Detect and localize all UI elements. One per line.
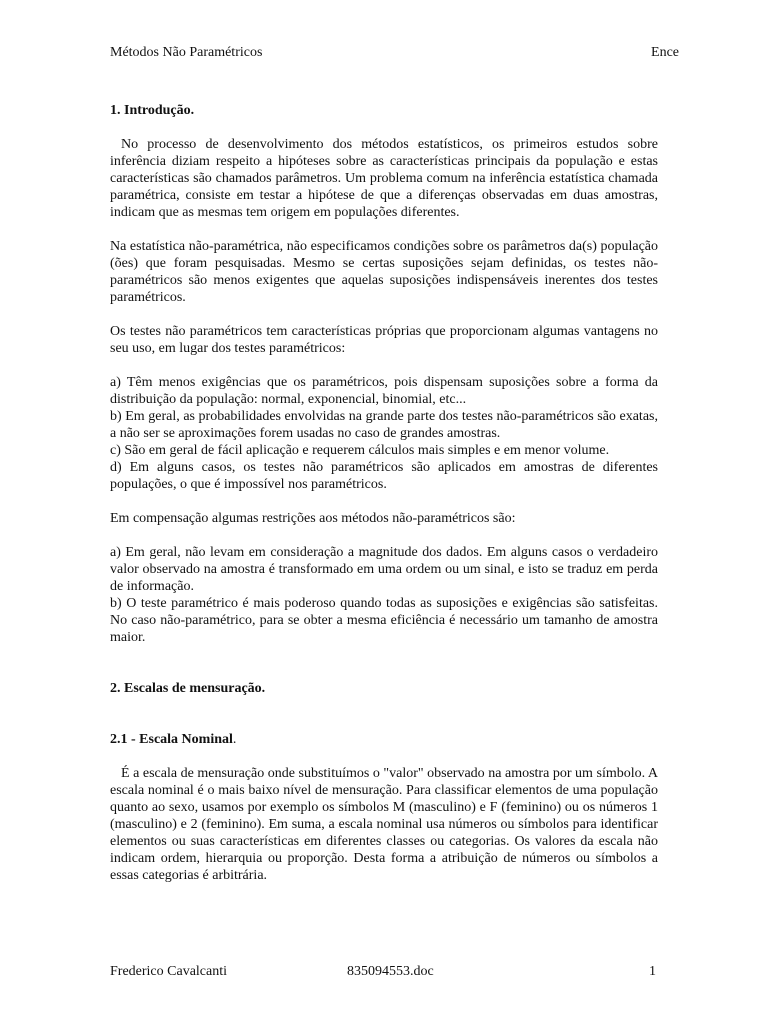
- section-2-1-heading: [110, 731, 658, 748]
- section-1-heading: 1. Introdução.: [110, 103, 195, 118]
- page-header: [110, 44, 679, 61]
- footer-filename: 835094553.doc: [347, 964, 434, 979]
- advantage-item-b: b) Em geral, as probabilidades envolvidas na grande parte dos testes não-paramétricos são exatas, a não ser se aproximações forem usadas no caso de grandes amostras.: [110, 409, 658, 441]
- page-content: [110, 102, 658, 884]
- header-org: Ence: [651, 45, 679, 60]
- advantage-item-d: d) Em alguns casos, os testes não paramétricos são aplicados em amostras de diferentes populações, o que é impossível nos paramétricos.: [110, 460, 658, 492]
- header-title: Métodos Não Paramétricos: [110, 45, 263, 60]
- advantage-item-a: a) Têm menos exigências que os paramétricos, pois dispensam suposições sobre a forma da distribuição da população: normal, exponencial, binomial, etc...: [110, 375, 658, 407]
- advantage-item-c: c) São em geral de fácil aplicação e requerem cálculos mais simples e em menor volume.: [110, 443, 610, 458]
- footer-author: Frederico Cavalcanti: [110, 964, 228, 979]
- section-2-1-period: .: [232, 732, 237, 747]
- restriction-item-a: a) Em geral, não levam em consideração a magnitude dos dados. Em alguns casos o verdadeiro valor observado na amostra é transformado em uma ordem ou um sinal, e isto se traduz em perda de informação.: [110, 545, 658, 594]
- section-2-1-title: 2.1 - Escala Nominal: [110, 732, 233, 747]
- intro-paragraph-2: Na estatística não-paramétrica, não especificamos condições sobre os parâmetros da(s) população (ões) que foram pesquisadas. Mesmo se certas suposições sejam definidas, os testes não-paramétricos são menos exigentes que aquelas suposições indispensáveis inerentes dos testes paramétricos.: [110, 239, 658, 305]
- restrictions-intro: Em compensação algumas restrições aos métodos não-paramétricos são:: [110, 511, 516, 526]
- footer-page-number: 1: [649, 964, 656, 979]
- intro-paragraph-1: No processo de desenvolvimento dos métodos estatísticos, os primeiros estudos sobre inferência diziam respeito a hipóteses sobre as características principais da população e estas características são chamados parâmetros. Um problema comum na inferência estatística chamada paramétrica, consiste em testar a hipótese de que a diferenças observadas em duas amostras, indicam que as mesmas tem origem em populações diferentes.: [110, 137, 658, 220]
- intro-paragraph-3: Os testes não paramétricos tem características próprias que proporcionam algumas vantagens no seu uso, em lugar dos testes paramétricos:: [110, 324, 658, 356]
- restriction-item-b: b) O teste paramétrico é mais poderoso quando todas as suposições e exigências são satisfeitas. No caso não-paramétrico, para se obter a mesma eficiência é necessário um tamanho de amostra maior.: [110, 596, 658, 645]
- section-2-heading: 2. Escalas de mensuração.: [110, 681, 266, 696]
- nominal-scale-paragraph: É a escala de mensuração onde substituímos o "valor" observado na amostra por um símbolo. A escala nominal é o mais baixo nível de mensuração. Para classificar elementos de uma população quanto ao sexo, usamos por exemplo os símbolos M (masculino) e F (feminino) ou os números 1 (masculino) e 2 (feminino). Em suma, a escala nominal usa números ou símbolos para identificar elementos ou suas características em diferentes classes ou categorias. Os valores da escala não indicam ordem, hierarquia ou proporção. Desta forma a atribuição de números ou símbolos a essas categorias é arbitrária.: [110, 766, 658, 883]
